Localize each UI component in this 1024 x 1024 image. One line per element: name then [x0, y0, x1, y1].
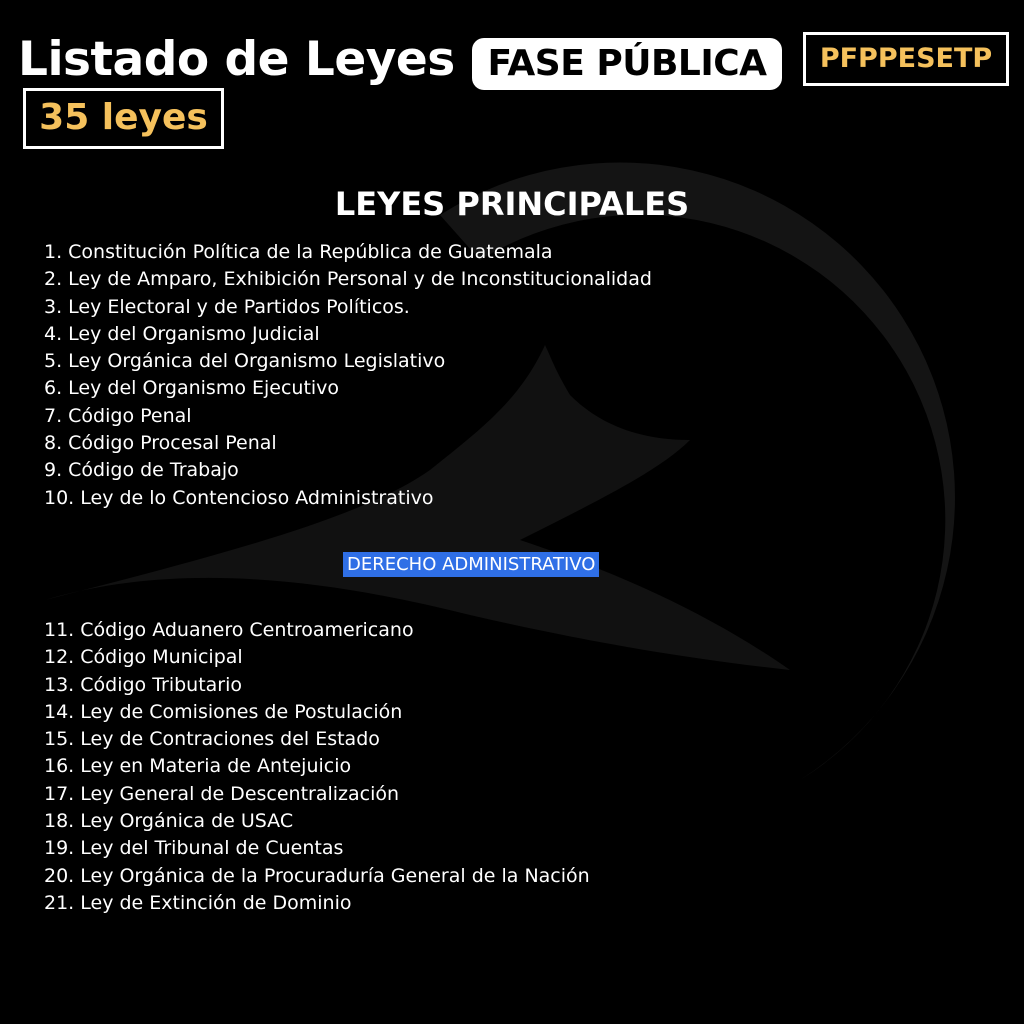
list-item: 21. Ley de Extinción de Dominio [44, 891, 352, 914]
list-item: 12. Código Municipal [44, 646, 243, 669]
page-title: Listado de Leyes [18, 32, 455, 87]
main-laws-list [44, 239, 652, 512]
list-item: 2. Ley de Amparo, Exhibición Personal y de Inconstitucionalidad [44, 268, 652, 291]
list-item: 4. Ley del Organismo Judicial [44, 322, 320, 345]
phase-badge: FASE PÚBLICA [472, 38, 782, 90]
list-item: 18. Ley Orgánica de USAC [44, 810, 294, 833]
list-item: 7. Código Penal [44, 404, 192, 427]
list-item: 8. Código Procesal Penal [44, 432, 277, 455]
list-item: 16. Ley en Materia de Antejuicio [44, 755, 352, 778]
list-item: 9. Código de Trabajo [44, 459, 239, 482]
list-item: 5. Ley Orgánica del Organismo Legislativo [44, 350, 446, 373]
list-item: 15. Ley de Contraciones del Estado [44, 728, 380, 751]
list-item: 11. Código Aduanero Centroamericano [44, 619, 414, 641]
list-item: 3. Ley Electoral y de Partidos Políticos. [44, 295, 410, 318]
administrative-laws-list [44, 617, 590, 917]
list-item: 17. Ley General de Descentralización [44, 782, 400, 805]
list-item: 10. Ley de lo Contencioso Administrativo [44, 486, 434, 509]
section-label-administrative-law: DERECHO ADMINISTRATIVO [343, 552, 599, 577]
list-item: 13. Código Tributario [44, 673, 243, 696]
list-item: 20. Ley Orgánica de la Procuraduría General de la Nación [44, 864, 590, 887]
list-item: 1. Constitución Política de la República de Guatemala [44, 241, 553, 263]
law-count-badge: 35 leyes [23, 88, 224, 149]
list-item: 19. Ley del Tribunal de Cuentas [44, 837, 344, 860]
list-item: 14. Ley de Comisiones de Postulación [44, 700, 403, 723]
list-item: 6. Ley del Organismo Ejecutivo [44, 377, 340, 400]
section-heading-main-laws: LEYES PRINCIPALES [334, 185, 690, 223]
program-code-badge: PFPPESETP [803, 32, 1009, 86]
